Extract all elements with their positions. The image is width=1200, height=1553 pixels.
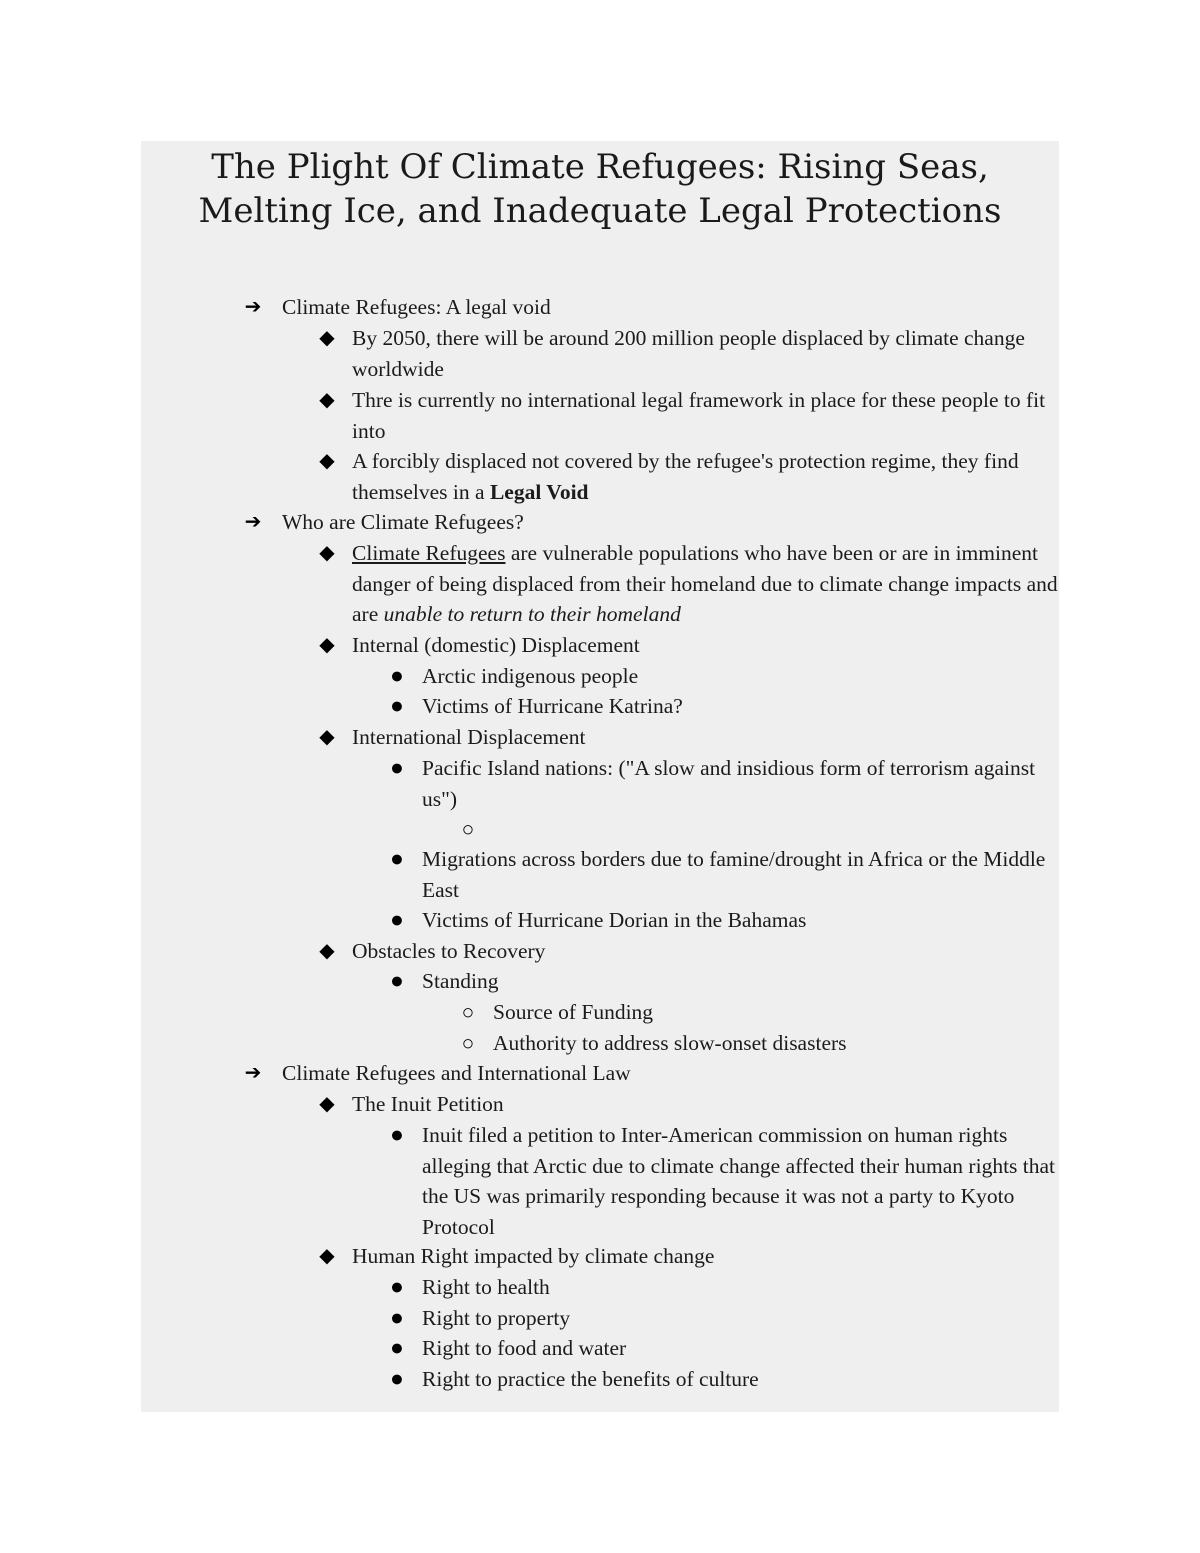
- outline-text: Inuit filed a petition to Inter-American commission on human rights alleging that Arctic due to climate change affected their human rights that the US was primarily responding because it was not a party to Kyoto Protocol: [422, 1123, 1056, 1239]
- arrow-bullet-icon: ➔: [244, 1062, 262, 1084]
- outline-text: Thre is currently no international legal framework in place for these people to fit into: [352, 388, 1046, 443]
- outline-item: [311, 446, 1059, 507]
- outline-text: Obstacles to Recovery: [352, 939, 546, 963]
- outline-item: [381, 966, 1061, 997]
- outline-text: Right to property: [422, 1306, 571, 1330]
- circle-bullet-icon: ○: [461, 1031, 475, 1055]
- disc-bullet-icon: ●: [390, 1335, 404, 1360]
- document-title: The Plight Of Climate Refugees: Rising Seas, Melting Ice, and Inadequate Legal Protections: [198, 147, 1002, 231]
- diamond-bullet-icon: ◆: [319, 634, 335, 656]
- outline-text: Internal (domestic) Displacement: [352, 633, 640, 657]
- arrow-bullet-icon: ➔: [244, 296, 262, 318]
- outline: [141, 141, 1059, 1412]
- arrow-bullet-icon: ➔: [244, 511, 262, 533]
- outline-text: Arctic indigenous people: [422, 664, 639, 688]
- outline-text: Right to practice the benefits of culture: [422, 1367, 759, 1391]
- outline-item: [381, 661, 1061, 692]
- outline-item: [381, 844, 1061, 905]
- outline-text-plain: A forcibly displaced not covered by the refugee's protection regime, they find themselves in a: [352, 449, 1019, 504]
- diamond-bullet-icon: ◆: [319, 726, 335, 748]
- outline-item: [381, 753, 1061, 814]
- outline-text: Victims of Hurricane Katrina?: [422, 694, 683, 718]
- outline-text: Authority to address slow-onset disasters: [493, 1031, 847, 1055]
- outline-item-international-displacement: [311, 722, 1059, 753]
- disc-bullet-icon: ●: [390, 1274, 404, 1299]
- outline-item-internal-displacement: [311, 630, 1059, 661]
- definition-text: are vulnerable populations who have been or are in imminent danger of being displaced from their homeland due to climate change impacts and are: [352, 541, 1058, 627]
- diamond-bullet-icon: ◆: [319, 327, 335, 349]
- diamond-bullet-icon: ◆: [319, 1245, 335, 1267]
- outline-item-human-rights: [311, 1241, 1059, 1272]
- outline-text: Pacific Island nations: ("A slow and insidious form of terrorism against us"): [422, 756, 1036, 811]
- outline-text: International Displacement: [352, 725, 586, 749]
- outline-item: [381, 1303, 1061, 1334]
- legal-void-emphasis: Legal Void: [489, 479, 589, 504]
- disc-bullet-icon: ●: [390, 755, 404, 780]
- outline-item: [381, 1333, 1061, 1364]
- section-heading: Who are Climate Refugees?: [282, 510, 524, 534]
- outline-text: Victims of Hurricane Dorian in the Bahamas: [422, 908, 807, 932]
- outline-text: Standing: [422, 969, 499, 993]
- outline-item: [311, 323, 1059, 384]
- outline-text: [311, 446, 1059, 507]
- outline-item-who-are-climate-refugees: [241, 507, 1059, 538]
- outline-text: [311, 538, 1059, 630]
- document-page: [141, 141, 1059, 1412]
- outline-item: [381, 1120, 1061, 1242]
- outline-text: Human Right impacted by climate change: [352, 1244, 715, 1268]
- outline-text: The Inuit Petition: [352, 1092, 504, 1116]
- disc-bullet-icon: ●: [390, 1305, 404, 1330]
- section-heading: Climate Refugees: A legal void: [282, 295, 551, 319]
- disc-bullet-icon: ●: [390, 1122, 404, 1147]
- diamond-bullet-icon: ◆: [319, 450, 335, 472]
- circle-bullet-icon: ○: [461, 1000, 475, 1024]
- circle-bullet-icon: ○: [461, 817, 475, 841]
- outline-item-definition: [311, 538, 1059, 630]
- outline-item-climate-refugees-legal-void: [241, 292, 1059, 323]
- outline-item: [311, 385, 1059, 446]
- diamond-bullet-icon: ◆: [319, 542, 335, 564]
- disc-bullet-icon: ●: [390, 846, 404, 871]
- outline-item: [381, 905, 1061, 936]
- outline-item: [381, 1364, 1061, 1395]
- definition-italic: unable to return to their homeland: [383, 602, 681, 627]
- diamond-bullet-icon: ◆: [319, 940, 335, 962]
- diamond-bullet-icon: ◆: [319, 1093, 335, 1115]
- disc-bullet-icon: ●: [390, 968, 404, 993]
- outline-text: Right to food and water: [422, 1336, 627, 1360]
- outline-item: [381, 691, 1061, 722]
- disc-bullet-icon: ●: [390, 1366, 404, 1391]
- disc-bullet-icon: ●: [390, 663, 404, 688]
- outline-item-international-law: [241, 1058, 1059, 1089]
- disc-bullet-icon: ●: [390, 693, 404, 718]
- disc-bullet-icon: ●: [390, 907, 404, 932]
- outline-item: [452, 1028, 1058, 1059]
- outline-text: Migrations across borders due to famine/drought in Africa or the Middle East: [422, 847, 1046, 902]
- outline-item: [381, 1272, 1061, 1303]
- outline-text: Right to health: [422, 1275, 550, 1299]
- outline-text: Source of Funding: [493, 1000, 654, 1024]
- outline-item: [452, 997, 1058, 1028]
- outline-text: By 2050, there will be around 200 million people displaced by climate change worldwide: [352, 326, 1025, 381]
- outline-item-inuit-petition: [311, 1089, 1059, 1120]
- diamond-bullet-icon: ◆: [319, 389, 335, 411]
- climate-refugees-term: Climate Refugees: [352, 541, 506, 565]
- section-heading: Climate Refugees and International Law: [282, 1061, 631, 1085]
- outline-item-obstacles: [311, 936, 1059, 967]
